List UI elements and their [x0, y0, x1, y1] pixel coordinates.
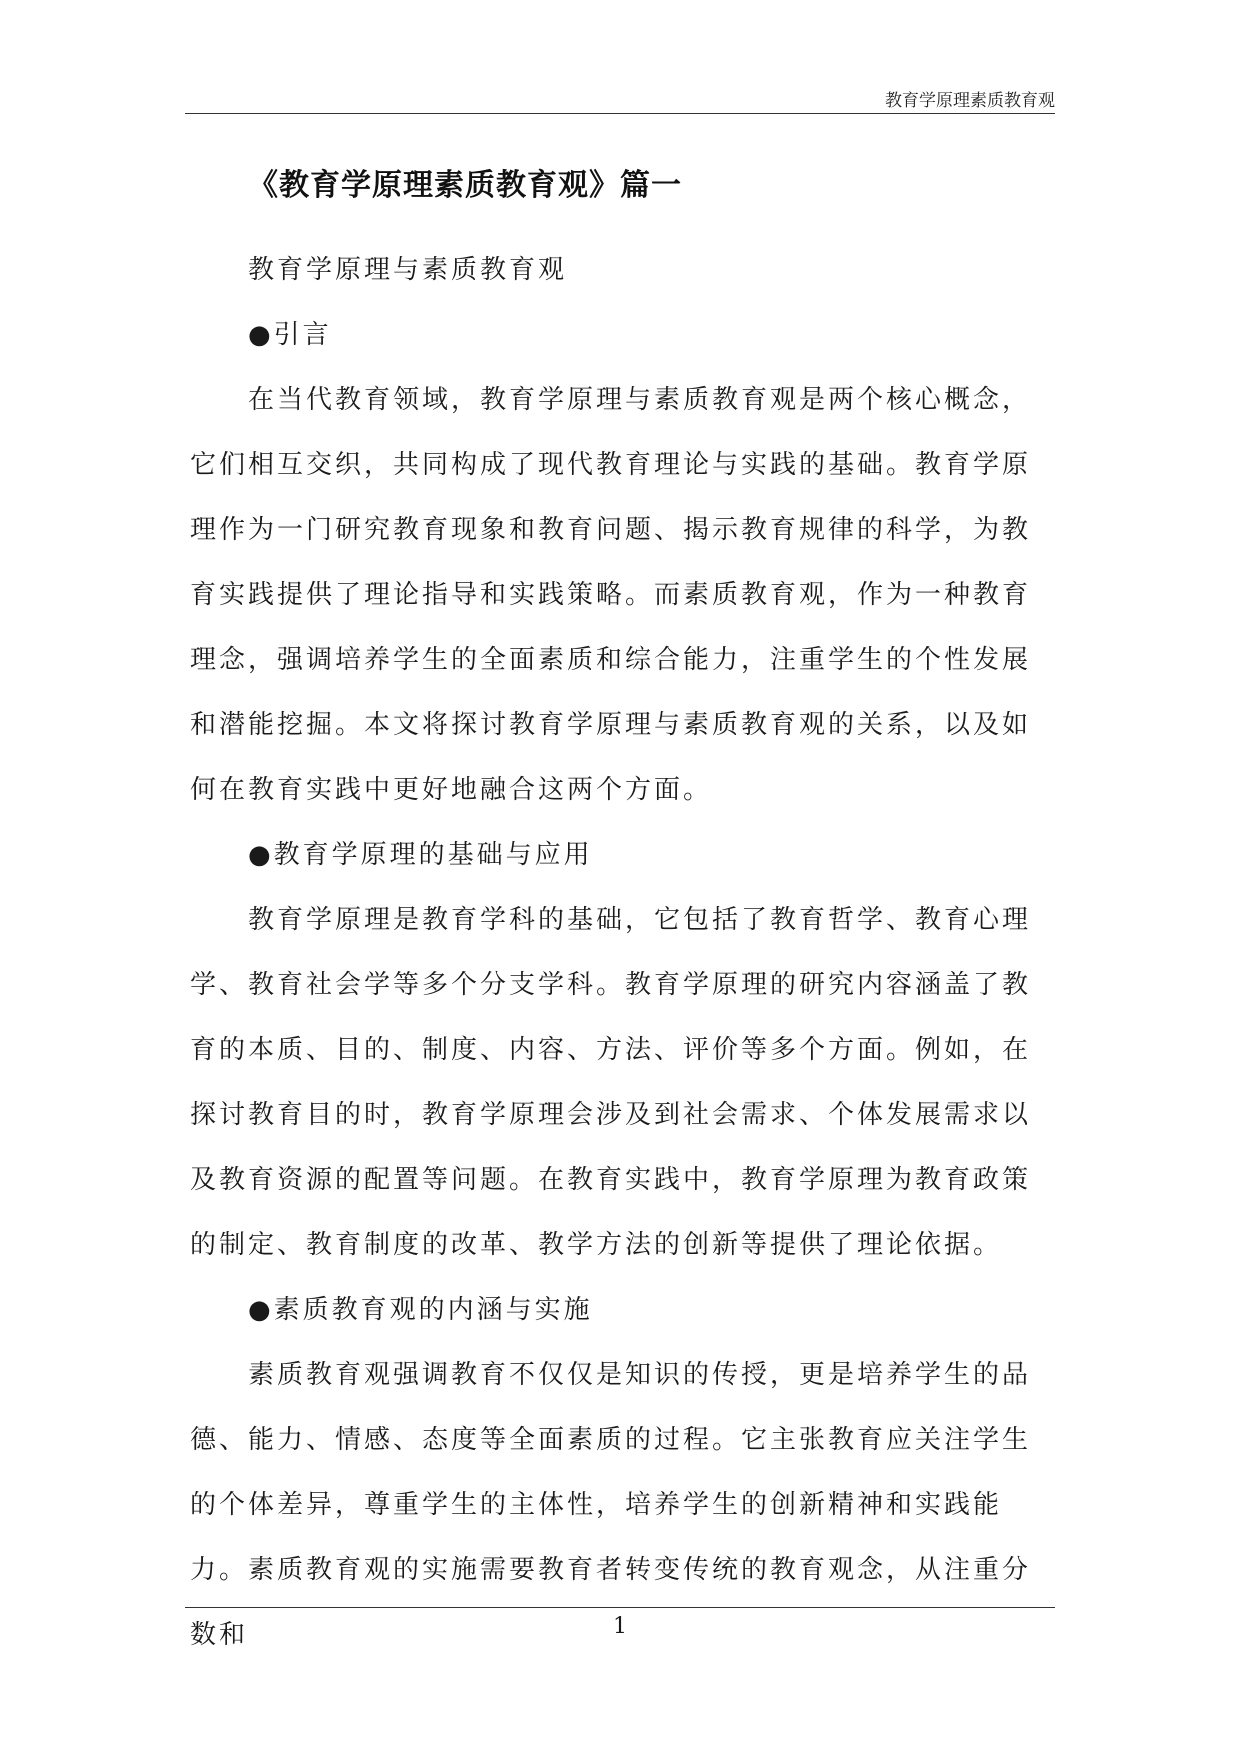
subtitle: 教育学原理与素质教育观 [248, 255, 568, 285]
section-heading-quality-education: ●素质教育观的内涵与实施 [248, 1295, 593, 1325]
running-header: 教育学原理素质教育观 [885, 91, 1055, 111]
section-heading-intro: ●引言 [248, 320, 332, 350]
header-divider [185, 113, 1055, 114]
paragraph-principles: 教育学原理是教育学科的基础，它包括了教育哲学、教育心理学、教育社会学等多个分支学科。教育学原理的研究内容涵盖了教育的本质、目的、制度、内容、方法、评价等多个方面。例如，在探讨教育目的时，教育学原理会涉及到社会需求、个体发展需求以及教育资源的配置等问题。在教育实践中，教育学原理为教育政策的制定、教育制度的改革、教学方法的创新等提供了理论依据。 [190, 905, 1032, 1260]
paragraph-quality-education: 素质教育观强调教育不仅仅是知识的传授，更是培养学生的品德、能力、情感、态度等全面素质的过程。它主张教育应关注学生的个体差异，尊重学生的主体性，培养学生的创新精神和实践能力。素质教育观的实施需要教育者转变传统的教育观念，从注重分数和 [190, 1360, 1032, 1650]
section-heading-principles: ●教育学原理的基础与应用 [248, 840, 593, 870]
document-body [190, 238, 1056, 1668]
paragraph-intro: 在当代教育领域，教育学原理与素质教育观是两个核心概念，它们相互交织，共同构成了现代教育理论与实践的基础。教育学原理作为一门研究教育现象和教育问题、揭示教育规律的科学，为教育实践提供了理论指导和实践策略。而素质教育观，作为一种教育理念，强调培养学生的全面素质和综合能力，注重学生的个性发展和潜能挖掘。本文将探讨教育学原理与素质教育观的关系，以及如何在教育实践中更好地融合这两个方面。 [190, 385, 1032, 805]
footer-divider [185, 1607, 1055, 1608]
document-title: 《教育学原理素质教育观》篇一 [248, 168, 682, 203]
page-number: 1 [613, 1614, 627, 1639]
